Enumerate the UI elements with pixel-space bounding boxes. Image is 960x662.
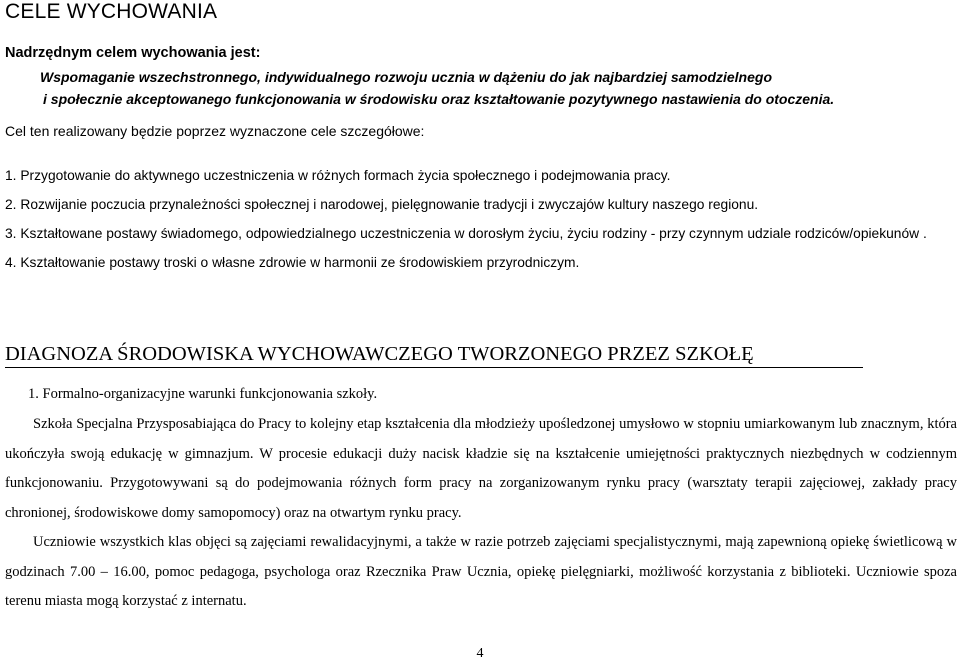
main-goal (40, 66, 940, 110)
section-heading-underline (5, 367, 863, 368)
lead-title: Nadrzędnym celem wychowania jest: (5, 45, 261, 61)
list-item-number: 2. (5, 197, 17, 212)
list-item-number: 4. (5, 255, 17, 270)
list-item (5, 219, 955, 248)
list-item-text: Kształtowanie postawy troski o własne zdrowie w harmonii ze środowiskiem przyrodniczym. (20, 255, 580, 270)
list-item-text: Przygotowanie do aktywnego uczestniczenia w różnych formach życia społecznego i podejmowania pracy. (20, 168, 671, 183)
paragraph: Szkoła Specjalna Przysposabiająca do Pracy to kolejny etap kształcenia dla młodzieży upośledzonej umysłowo w stopniu umiarkowanym lub znacznym, która ukończyła swoją edukację w gimnazjum. W procesie edukacji duży nacisk kładzie się na kształcenie umiejętności praktycznych niezbędnych w codziennym funkcjonowaniu. Przygotowywani są do podejmowania różnych form pracy na zorganizowanym rynku pracy (warsztaty terapii zajęciowej, zakłady pracy chronionej, środowiskowe domy samopomocy) oraz na otwartym rynku pracy. (5, 416, 957, 521)
section-heading: DIAGNOZA ŚRODOWISKA WYCHOWAWCZEGO TWORZONEGO PRZEZ SZKOŁĘ (5, 343, 754, 365)
section-subheading: 1. Formalno-organizacyjne warunki funkcjonowania szkoły. (28, 386, 378, 402)
goals-intro: Cel ten realizowany będzie poprzez wyznaczone cele szczegółowe: (5, 123, 425, 139)
main-goal-line-2: i społecznie akceptowanego funkcjonowania w środowisku oraz kształtowanie pozytywnego nastawienia do otoczenia. (43, 91, 835, 107)
main-goal-line-1: Wspomaganie wszechstronnego, indywidualnego rozwoju ucznia w dążeniu do jak najbardziej samodzielnego (40, 69, 772, 85)
page-heading: CELE WYCHOWANIA (5, 0, 218, 23)
list-item-number: 1. (5, 168, 17, 183)
list-item (5, 190, 955, 219)
section-body (5, 410, 957, 617)
list-item-text: Kształtowane postawy świadomego, odpowiedzialnego uczestniczenia w dorosłym życiu, życiu rodziny - przy czynnym udziale rodziców/opiekunów . (20, 226, 927, 241)
list-item (5, 161, 955, 190)
list-item (5, 248, 955, 277)
list-item-number: 3. (5, 226, 17, 241)
paragraph: Uczniowie wszystkich klas objęci są zajęciami rewalidacyjnymi, a także w razie potrzeb zajęciami specjalistycznymi, mają zapewnioną opiekę świetlicową w godzinach 7.00 – 16.00, pomoc pedagoga, psychologa oraz Rzecznika Praw Ucznia, opiekę pielęgniarki, możliwość korzystania z biblioteki. Uczniowie spoza terenu miasta mogą korzystać z internatu. (5, 534, 957, 609)
list-item-text: Rozwijanie poczucia przynależności społecznej i narodowej, pielęgnowanie tradycji i zwyczajów kultury naszego regionu. (20, 197, 759, 212)
detailed-goals-list (5, 161, 955, 277)
page-number: 4 (476, 646, 484, 661)
